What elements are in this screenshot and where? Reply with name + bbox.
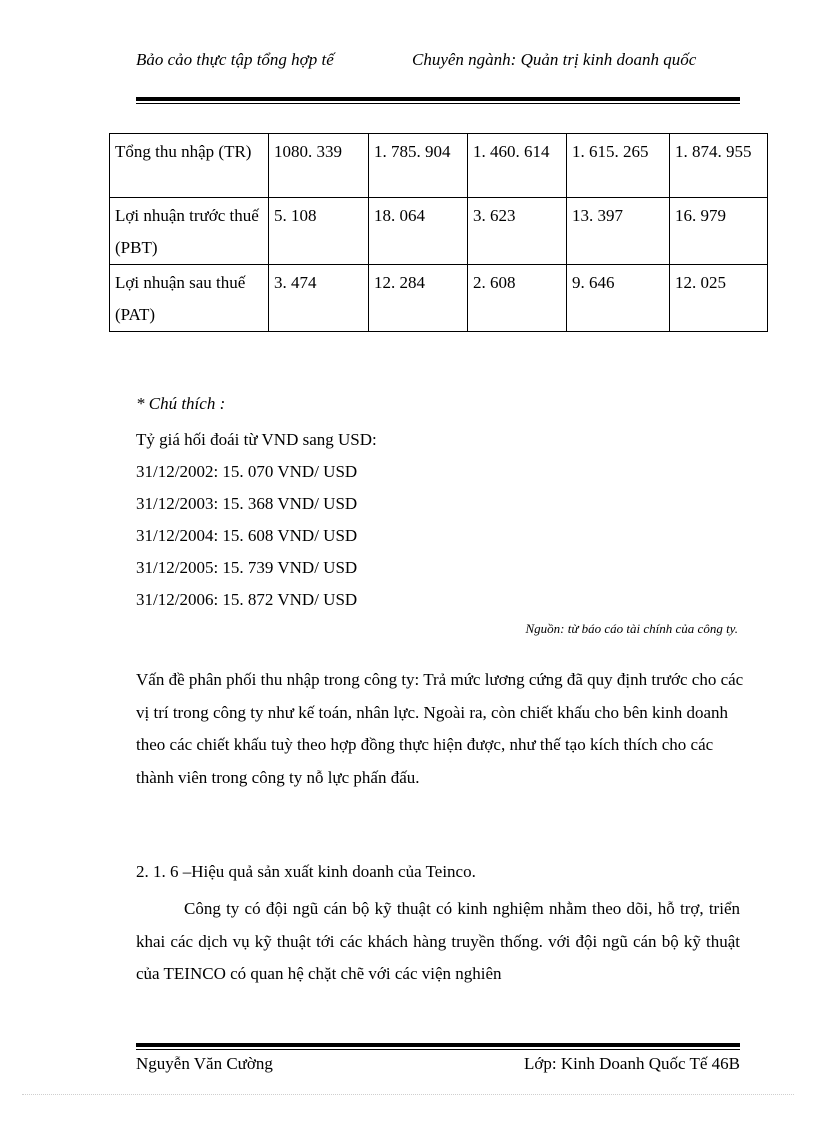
table-cell: 3. 623 <box>468 198 567 265</box>
income-distribution-paragraph: Vấn đề phân phối thu nhập trong công ty: Trả mức lương cứng đã quy định trước cho các vị trí trong công ty như kế toán, nhân lực. Ngoài ra, còn chiết khấu cho bên kinh doanh theo các chiết khấu tuỳ theo hợp đồng thực hiện được, như thế tạo kích thích cho các thành viên trong công ty nỗ lực phấn đấu. <box>136 670 744 787</box>
table-cell: 1. 874. 955 <box>670 134 768 198</box>
header-rule-thick <box>136 97 740 101</box>
table-row <box>110 134 768 198</box>
table-row <box>110 198 768 265</box>
rate-line: 31/12/2006: 15. 872 VND/ USD <box>136 590 358 609</box>
efficiency-paragraph: Công ty có đội ngũ cán bộ kỹ thuật có kinh nghiệm nhằm theo dõi, hỗ trợ, triển khai các dịch vụ kỹ thuật tới các khách hàng truyền thống. với đội ngũ cán bộ kỹ thuật của TEINCO có quan hệ chặt chẽ với các viện nghiên <box>136 899 740 983</box>
table-cell: 1. 615. 265 <box>567 134 670 198</box>
rate-line: 31/12/2002: 15. 070 VND/ USD <box>136 462 358 481</box>
table-row-label: Lợi nhuận sau thuế (PAT) <box>110 265 269 332</box>
table-cell: 1. 460. 614 <box>468 134 567 198</box>
footer-author: Nguyễn Văn Cường <box>136 1054 273 1073</box>
table-cell: 5. 108 <box>269 198 369 265</box>
table-cell: 18. 064 <box>369 198 468 265</box>
table-cell: 1080. 339 <box>269 134 369 198</box>
exchange-rate-note <box>136 392 377 616</box>
table-cell: 16. 979 <box>670 198 768 265</box>
section-heading: 2. 1. 6 –Hiệu quả sản xuất kinh doanh của Teinco. <box>136 862 476 881</box>
table-cell: 9. 646 <box>567 265 670 332</box>
rate-line: 31/12/2003: 15. 368 VND/ USD <box>136 494 358 513</box>
header-left-title: Bảo cảo thực tập tổng hợp tế <box>136 50 334 69</box>
page-edge-divider <box>22 1094 794 1095</box>
table-cell: 12. 284 <box>369 265 468 332</box>
header-right-title: Chuyên ngành: Quản trị kinh doanh quốc <box>412 50 697 69</box>
footer-class: Lớp: Kinh Doanh Quốc Tế 46B <box>524 1054 740 1073</box>
table-cell: 13. 397 <box>567 198 670 265</box>
footer-rule-thick <box>136 1043 740 1047</box>
footer-rule-thin <box>136 1049 740 1050</box>
rate-line: 31/12/2005: 15. 739 VND/ USD <box>136 558 358 577</box>
table-row <box>110 265 768 332</box>
table-cell: 2. 608 <box>468 265 567 332</box>
table-cell: 12. 025 <box>670 265 768 332</box>
note-intro: Tỷ giá hối đoái từ VND sang USD: <box>136 430 377 449</box>
header-rule-thin <box>136 103 740 104</box>
table-row-label: Lợi nhuận trước thuế (PBT) <box>110 198 269 265</box>
source-caption: Nguồn: từ báo cáo tài chính của công ty. <box>525 621 738 636</box>
rate-line: 31/12/2004: 15. 608 VND/ USD <box>136 526 358 545</box>
financial-table <box>109 133 768 332</box>
table-cell: 1. 785. 904 <box>369 134 468 198</box>
note-title: * Chú thích : <box>136 394 226 413</box>
table-row-label: Tổng thu nhập (TR) <box>110 134 269 198</box>
table-cell: 3. 474 <box>269 265 369 332</box>
